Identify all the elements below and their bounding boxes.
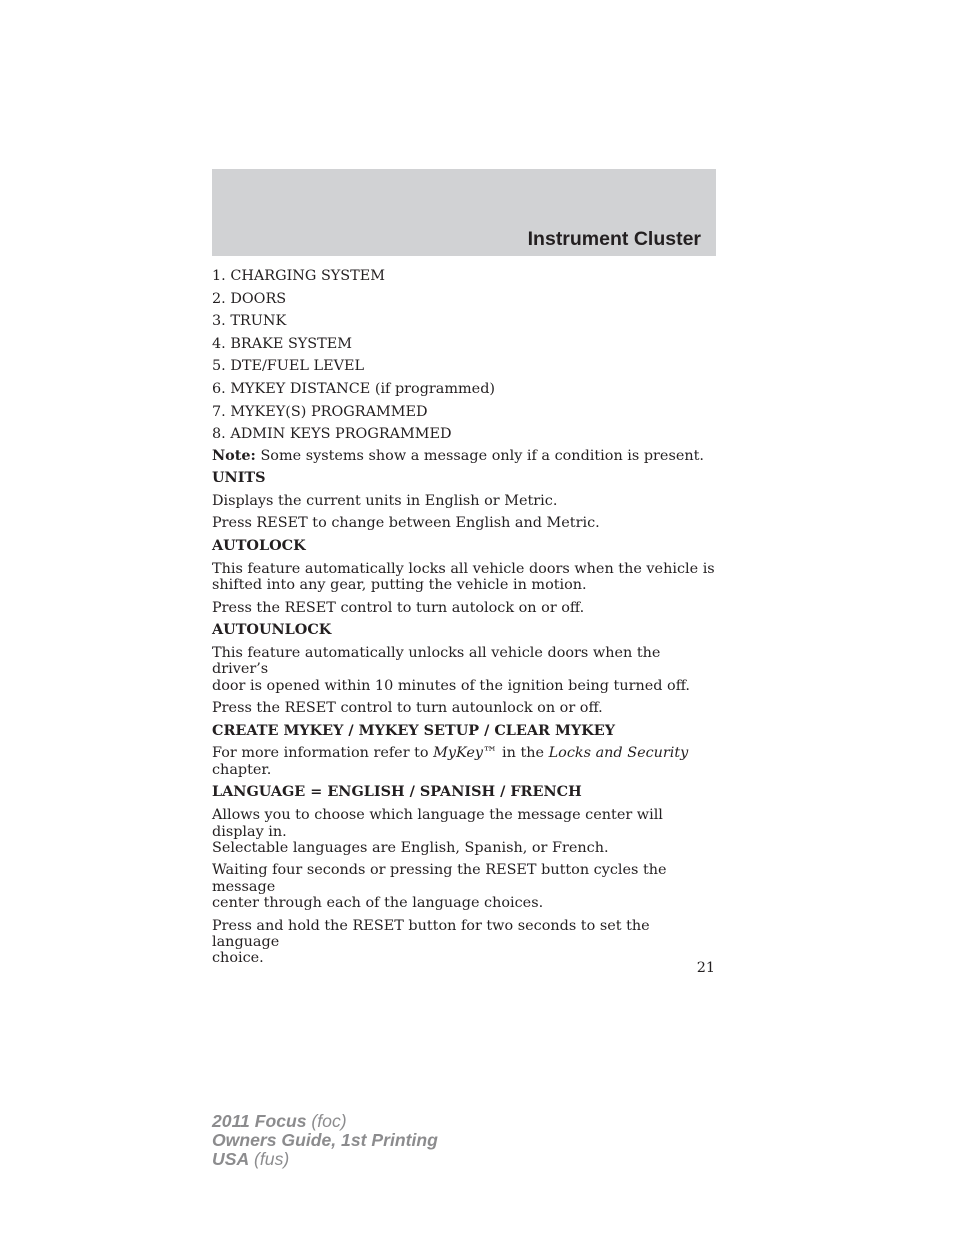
- note-text: Some systems show a message only if a condition is present.: [255, 447, 704, 464]
- language-paragraph-3: [212, 918, 716, 967]
- units-heading: UNITS: [212, 469, 266, 487]
- list-item-number: 3.: [212, 313, 226, 330]
- list-item-number: 5.: [212, 358, 226, 375]
- units-paragraph-2: Press RESET to change between English and Metric.: [212, 515, 600, 532]
- list-item: [212, 290, 716, 313]
- mykey-paragraph: [212, 745, 716, 778]
- text-run: For more information refer to: [212, 745, 434, 762]
- autounlock-paragraph-1: [212, 645, 716, 694]
- footer-model: 2011 Focus: [212, 1111, 307, 1131]
- footer-guide: Owners Guide, 1st Printing: [212, 1130, 438, 1150]
- text-line: shifted into any gear, putting the vehicle in motion.: [212, 577, 587, 594]
- footer-region: USA: [212, 1149, 250, 1169]
- units-paragraph-1: Displays the current units in English or Metric.: [212, 493, 558, 510]
- display-items-list: [212, 267, 716, 448]
- language-heading: LANGUAGE = ENGLISH / SPANISH / FRENCH: [212, 783, 582, 801]
- document-footer: [212, 1112, 438, 1169]
- text-line: Selectable languages are English, Spanish, or French.: [212, 839, 609, 856]
- footer-region-code: (fus): [249, 1149, 290, 1169]
- footer-line: [212, 1131, 438, 1150]
- list-item-number: 4.: [212, 335, 226, 352]
- page-number: 21: [696, 960, 715, 976]
- list-item: [212, 425, 716, 448]
- text-line: center through each of the language choices.: [212, 895, 544, 912]
- list-item-number: 2.: [212, 290, 226, 307]
- text-line: This feature automatically unlocks all vehicle doors when the driver’s: [212, 644, 661, 678]
- list-item: [212, 312, 716, 335]
- text-line: choice.: [212, 950, 264, 967]
- page-content: [212, 267, 716, 973]
- text-line: Waiting four seconds or pressing the RESET button cycles the message: [212, 862, 667, 895]
- text-line: door is opened within 10 minutes of the ignition being turned off.: [212, 677, 690, 694]
- text-line: Allows you to choose which language the message center will display in.: [212, 807, 663, 840]
- text-line: chapter.: [212, 761, 272, 778]
- list-item-label: MYKEY(S) PROGRAMMED: [230, 403, 428, 420]
- list-item: [212, 380, 716, 403]
- language-paragraph-2: [212, 862, 716, 911]
- list-item: [212, 357, 716, 380]
- list-item-label: ADMIN KEYS PROGRAMMED: [230, 426, 452, 443]
- text-line: Press and hold the RESET button for two seconds to set the language: [212, 917, 650, 950]
- list-item-label: CHARGING SYSTEM: [230, 268, 385, 284]
- mykey-heading: CREATE MYKEY / MYKEY SETUP / CLEAR MYKEY: [212, 721, 615, 739]
- autolock-heading: AUTOLOCK: [212, 536, 306, 554]
- autounlock-paragraph-2: Press the RESET control to turn autounlock on or off.: [212, 700, 603, 717]
- footer-model-code: (foc): [306, 1111, 347, 1131]
- autolock-paragraph-1: [212, 561, 716, 594]
- text-line: This feature automatically locks all vehicle doors when the vehicle is: [212, 560, 715, 577]
- list-item-number: 7.: [212, 403, 226, 420]
- autounlock-heading: AUTOUNLOCK: [212, 621, 332, 638]
- mykey-reference: MyKey™: [433, 745, 498, 762]
- autolock-paragraph-2: Press the RESET control to turn autolock on or off.: [212, 599, 585, 616]
- list-item-label: DTE/FUEL LEVEL: [230, 358, 365, 375]
- footer-line: [212, 1112, 438, 1131]
- list-item-label: TRUNK: [230, 313, 287, 330]
- list-item: [212, 335, 716, 358]
- list-item: [212, 267, 716, 290]
- text-line: [212, 745, 716, 761]
- note-paragraph: [212, 448, 716, 464]
- list-item-label: MYKEY DISTANCE (if programmed): [230, 380, 496, 397]
- language-paragraph-1: [212, 807, 716, 856]
- chapter-reference: Locks and Security: [548, 745, 689, 762]
- footer-line: [212, 1150, 438, 1169]
- list-item-number: 6.: [212, 380, 226, 397]
- section-header-bar: [212, 169, 716, 256]
- list-item-number: 1.: [212, 268, 226, 284]
- text-run: in the: [497, 745, 549, 762]
- list-item-label: BRAKE SYSTEM: [230, 335, 353, 352]
- note-label: Note:: [212, 446, 256, 464]
- section-title: Instrument Cluster: [527, 228, 701, 250]
- list-item-number: 8.: [212, 426, 226, 443]
- list-item: [212, 403, 716, 426]
- list-item-label: DOORS: [230, 290, 287, 307]
